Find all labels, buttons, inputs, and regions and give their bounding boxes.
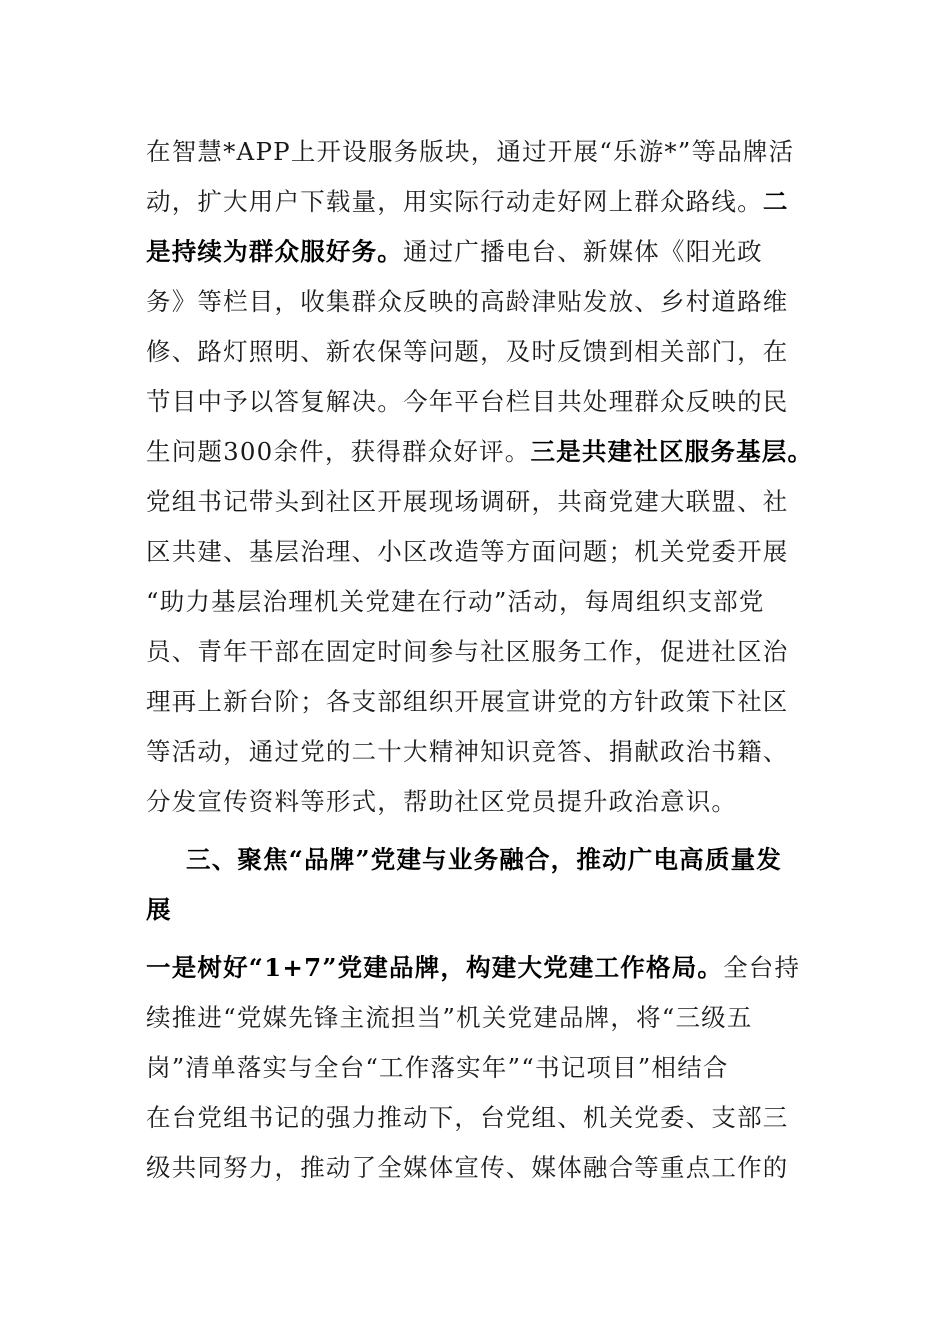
bold-text-run: 三是共建社区服务基层。 — [530, 437, 814, 466]
paragraph-line — [146, 1001, 826, 1035]
bold-text-run: 展 — [146, 895, 172, 924]
text-run: “助力基层治理机关党建在行动”活动，每周组织支部党 — [146, 587, 765, 616]
paragraph-line — [146, 185, 826, 219]
text-run: 节目中予以答复解决。今年平台栏目共处理群众反映的民 — [146, 387, 789, 416]
text-run: 理再上新台阶；各支部组织开展宣讲党的方针政策下社区 — [146, 687, 789, 716]
section-heading — [186, 843, 826, 877]
paragraph-line — [146, 285, 826, 319]
bold-text-run: 二 — [762, 187, 789, 216]
text-run: 分发宣传资料等形式，帮助社区党员提升政治意识。 — [146, 787, 738, 816]
paragraph-line — [146, 385, 826, 419]
paragraph-line — [146, 535, 826, 569]
paragraph-line — [146, 485, 826, 519]
text-run: 党组书记带头到社区开展现场调研，共商党建大联盟、社 — [146, 487, 789, 516]
paragraph-line — [146, 951, 826, 985]
text-run: 在智慧*APP上开设服务版块，通过开展“乐游*”等品牌活 — [146, 137, 795, 166]
paragraph-line — [146, 135, 826, 169]
text-run: 务》等栏目，收集群众反映的高龄津贴发放、乡村道路维 — [146, 287, 789, 316]
bold-text-run: 三、聚焦“品牌”党建与业务融合，推动广电高质量发 — [186, 845, 782, 874]
paragraph-line — [146, 735, 826, 769]
text-run: 员、青年干部在固定时间参与社区服务工作，促进社区治 — [146, 637, 789, 666]
paragraph-line — [146, 635, 826, 669]
paragraph-line — [146, 1151, 826, 1185]
paragraph-line — [146, 1051, 826, 1085]
paragraph-line — [146, 1101, 826, 1135]
paragraph-line — [146, 785, 826, 819]
text-run: 岗”清单落实与全台“工作落实年”“书记项目”相结合 — [146, 1053, 729, 1082]
paragraph-line — [146, 585, 826, 619]
bold-text-run: 一是树好“1+7”党建品牌，构建大党建工作格局。 — [146, 953, 724, 982]
text-run: 动，扩大用户下载量，用实际行动走好网上群众路线。 — [146, 187, 763, 216]
paragraph-line — [146, 435, 826, 469]
section-heading-continued — [146, 893, 826, 927]
text-run: 通过广播电台、新媒体《阳光政 — [403, 237, 763, 266]
text-run: 修、路灯照明、新农保等问题，及时反馈到相关部门，在 — [146, 337, 789, 366]
paragraph-line — [146, 335, 826, 369]
text-run: 全台持 — [723, 953, 801, 982]
paragraph-line — [146, 235, 826, 269]
text-run: 生问题300余件，获得群众好评。 — [146, 437, 531, 466]
bold-text-run: 是持续为群众服好务。 — [146, 237, 403, 266]
text-run: 续推进“党媒先锋主流担当”机关党建品牌，将“三级五 — [146, 1003, 753, 1032]
text-run: 级共同努力，推动了全媒体宣传、媒体融合等重点工作的 — [146, 1153, 789, 1182]
text-run: 在台党组书记的强力推动下，台党组、机关党委、支部三 — [146, 1103, 789, 1132]
paragraph-line — [146, 685, 826, 719]
text-run: 等活动，通过党的二十大精神知识竞答、捐献政治书籍、 — [146, 737, 789, 766]
text-run: 区共建、基层治理、小区改造等方面问题；机关党委开展 — [146, 537, 789, 566]
